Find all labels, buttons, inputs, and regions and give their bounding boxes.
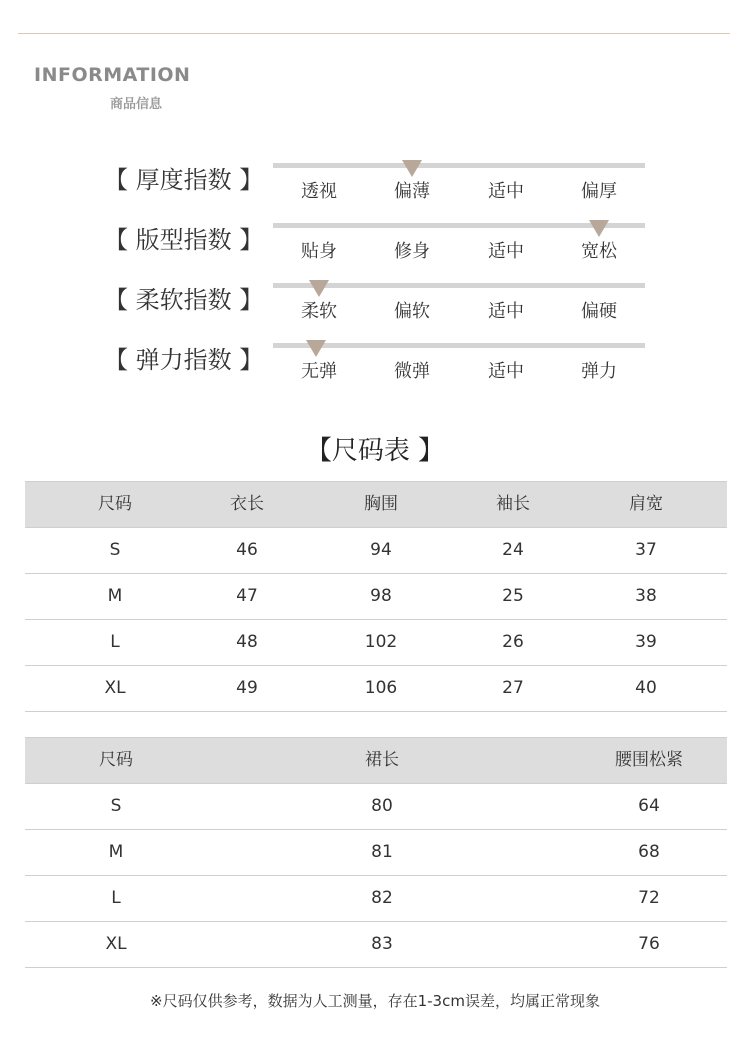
top-divider — [18, 33, 730, 34]
top-size-table — [25, 481, 727, 712]
column-header: 尺码 — [99, 750, 133, 770]
index-option-label: 偏硬 — [581, 301, 617, 322]
index-option-label: 偏厚 — [581, 181, 617, 202]
table-cell: S — [109, 540, 121, 560]
footnote: ※尺码仅供参考，数据为人工测量，存在1-3cm误差，均属正常现象 — [150, 992, 600, 1010]
table-cell: 37 — [635, 540, 657, 560]
column-header: 裙长 — [365, 750, 399, 770]
table-cell: L — [110, 632, 120, 652]
index-option-label: 适中 — [488, 181, 524, 202]
index-option-label: 弹力 — [581, 361, 617, 382]
table-cell: 102 — [364, 632, 398, 652]
table-cell: M — [108, 842, 124, 862]
table-row — [25, 830, 727, 876]
table-cell: 48 — [236, 632, 258, 652]
table-cell: 106 — [364, 678, 398, 698]
table-cell: 46 — [236, 540, 258, 560]
index-scale-bar — [273, 163, 645, 168]
index-option-label: 贴身 — [301, 241, 337, 262]
table-row — [25, 784, 727, 830]
table-header-row — [25, 737, 727, 784]
table-cell: 80 — [371, 796, 393, 816]
index-title: 【 弹力指数 】 — [104, 346, 264, 374]
table-row — [25, 666, 727, 712]
table-cell: 68 — [638, 842, 660, 862]
table-row — [25, 528, 727, 574]
table-cell: XL — [104, 678, 126, 698]
index-option-label: 偏软 — [394, 301, 430, 322]
column-header: 腰围松紧 — [615, 750, 683, 770]
table-cell: M — [107, 586, 123, 606]
index-marker-icon — [589, 220, 609, 237]
table-cell: 38 — [635, 586, 657, 606]
index-title: 【 厚度指数 】 — [104, 166, 264, 194]
index-row — [0, 340, 750, 400]
index-row — [0, 220, 750, 280]
table-cell: 81 — [371, 842, 393, 862]
index-option-label: 宽松 — [581, 241, 617, 262]
column-header: 胸围 — [364, 494, 398, 514]
index-marker-icon — [309, 280, 329, 297]
index-row — [0, 280, 750, 340]
section-title-en: INFORMATION — [34, 64, 191, 86]
table-cell: S — [110, 796, 122, 816]
table-row — [25, 922, 727, 968]
column-header: 尺码 — [98, 494, 132, 514]
index-title: 【 柔软指数 】 — [104, 286, 264, 314]
table-cell: 83 — [371, 934, 393, 954]
table-cell: 49 — [236, 678, 258, 698]
column-header: 袖长 — [496, 494, 530, 514]
table-cell: XL — [105, 934, 127, 954]
table-cell: 94 — [370, 540, 392, 560]
index-option-label: 微弹 — [394, 361, 430, 382]
table-cell: 72 — [638, 888, 660, 908]
table-cell: 82 — [371, 888, 393, 908]
table-cell: L — [111, 888, 121, 908]
table-cell: 64 — [638, 796, 660, 816]
column-header: 衣长 — [230, 494, 264, 514]
table-row — [25, 876, 727, 922]
index-option-label: 透视 — [301, 181, 337, 202]
index-marker-icon — [306, 340, 326, 357]
table-cell: 47 — [236, 586, 258, 606]
table-cell: 76 — [638, 934, 660, 954]
table-cell: 98 — [370, 586, 392, 606]
skirt-size-table — [25, 737, 727, 968]
table-cell: 24 — [502, 540, 524, 560]
index-option-label: 偏薄 — [394, 181, 430, 202]
index-option-label: 适中 — [488, 241, 524, 262]
table-row — [25, 574, 727, 620]
table-cell: 27 — [502, 678, 524, 698]
index-row — [0, 160, 750, 220]
index-marker-icon — [402, 160, 422, 177]
section-title-cn: 商品信息 — [110, 97, 163, 112]
index-option-label: 适中 — [488, 361, 524, 382]
index-option-label: 无弹 — [301, 361, 337, 382]
table-cell: 26 — [502, 632, 524, 652]
table-cell: 39 — [635, 632, 657, 652]
index-option-label: 修身 — [394, 241, 430, 262]
table-row — [25, 620, 727, 666]
index-scale-bar — [273, 343, 645, 348]
column-header: 肩宽 — [629, 494, 663, 514]
table-cell: 40 — [635, 678, 657, 698]
index-option-label: 柔软 — [301, 301, 337, 322]
size-chart-title: 【尺码表 】 — [305, 436, 445, 466]
table-cell: 25 — [502, 586, 524, 606]
index-option-label: 适中 — [488, 301, 524, 322]
table-header-row — [25, 481, 727, 528]
index-title: 【 版型指数 】 — [104, 226, 264, 254]
